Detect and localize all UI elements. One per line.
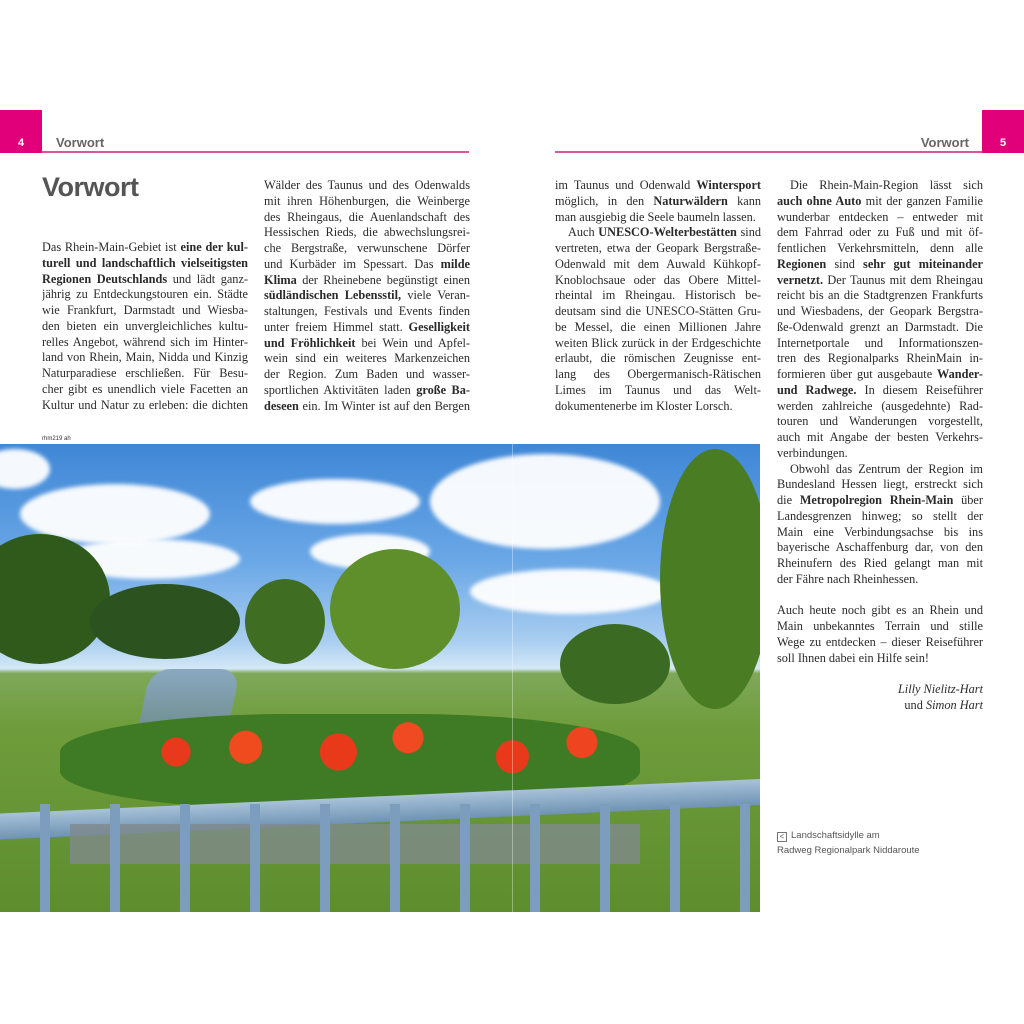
text-line: [777, 336, 983, 352]
text-line: [264, 399, 470, 415]
body-text: erlaubt, die römischen Zeugnisse ent-: [555, 351, 761, 366]
text-line: [264, 367, 470, 383]
text-line: [777, 446, 983, 462]
body-text: wein sind ein weiteres Markenzeichen: [264, 351, 470, 366]
photo-caption: [777, 828, 920, 858]
text-line: [264, 383, 470, 399]
text-line: [264, 351, 470, 367]
text-line: [777, 525, 983, 541]
body-text: fentlichen Verkehrsmitteln, denn alle: [777, 241, 983, 255]
text-line: [42, 350, 248, 366]
text-line: [777, 477, 983, 493]
body-text: Main eine Verbindungsachse bis ins: [777, 524, 983, 539]
text-line: [777, 225, 983, 241]
body-text: sind: [826, 256, 864, 271]
body-text: relles Angebot, während sich im Hinter-: [42, 334, 248, 349]
text-column-3: [555, 178, 761, 414]
text-line: [777, 178, 983, 194]
body-text: touren und Wanderungen vorgestellt,: [777, 414, 983, 429]
bold-text: und Fröhlichkeit: [264, 335, 356, 350]
body-text: und Kurbäder im Spessart. Das: [264, 256, 441, 271]
text-line: [555, 383, 761, 399]
bold-text: Naturwäldern: [653, 193, 728, 208]
text-line: [777, 194, 983, 210]
text-line: [264, 336, 470, 352]
text-line: [777, 288, 983, 304]
body-text: über: [953, 493, 983, 507]
header-rule-right: [555, 151, 982, 153]
running-head-right: Vorwort: [920, 135, 969, 150]
text-line: [777, 651, 983, 667]
author-name: Lilly Nielitz-Hart: [897, 682, 983, 696]
body-text: kann: [727, 193, 761, 208]
body-text: im Taunus und Odenwald: [555, 178, 697, 192]
caption-line-1: Landschaftsidylle am: [791, 830, 880, 841]
text-line: [264, 210, 470, 226]
body-text: die: [777, 493, 800, 507]
text-line: [555, 210, 761, 226]
body-text: In diesem Reiseführer: [856, 382, 983, 397]
body-text: dokumentenerbe im Kloster Lorsch.: [555, 398, 733, 413]
body-text: und Wiesbadens, der Geopark Bergstra-: [777, 304, 983, 318]
text-line: [555, 225, 761, 241]
author-name: Simon Hart: [925, 697, 983, 712]
text-line: [264, 304, 470, 320]
body-text: formieren über gut ausgebaute: [777, 367, 937, 381]
bold-text: vernetzt.: [777, 272, 824, 287]
text-line: [264, 225, 470, 241]
text-line: [42, 303, 248, 319]
bold-text: sehr gut miteinander: [863, 256, 983, 271]
arrow-left-icon: <: [777, 832, 787, 842]
text-line: [777, 603, 983, 619]
text-line: [777, 509, 983, 525]
body-text: Landesgrenzen hinweg; so stellt der: [777, 508, 983, 523]
text-line: [777, 320, 983, 336]
text-line: [777, 462, 983, 478]
text-line: [264, 178, 470, 194]
text-line: [264, 273, 470, 289]
text-line: [777, 682, 983, 698]
text-line: [777, 210, 983, 226]
body-text: deutsam sind die UNESCO-Stätten Gru-: [555, 304, 761, 318]
text-column-4: [777, 178, 983, 714]
body-text: Auch heute noch gibt es an Rhein und: [777, 603, 983, 618]
body-text: bei Wein und Apfel-: [355, 335, 470, 350]
body-text: des Rheingaus, die Auenlandschaft des: [264, 209, 470, 224]
body-text: mit der ganzen Familie: [861, 193, 983, 208]
body-text: den bieten ein unvergleichliches kultu-: [42, 318, 248, 333]
text-line: [555, 320, 761, 336]
text-line: [555, 351, 761, 367]
text-line: [555, 399, 761, 415]
text-line: [777, 304, 983, 320]
text-line: [777, 273, 983, 289]
body-text: dem Fahrrad oder zu Fuß und mit öf-: [777, 225, 983, 240]
body-text: land von Rhein, Main, Nidda und Kinzig: [42, 350, 248, 365]
body-text: Internetportale und Informationszen-: [777, 335, 983, 350]
text-line: [777, 666, 983, 682]
text-column-2: [264, 178, 470, 414]
body-text: ein. Im Winter ist auf den Bergen: [298, 398, 470, 413]
text-line: [555, 178, 761, 194]
text-line: [555, 257, 761, 273]
bold-text: eine der kul-: [180, 240, 248, 254]
body-text: cher gibt es unendlich viele Facetten an: [42, 381, 248, 396]
body-text: möglich, in den: [555, 193, 654, 208]
body-text: lang des Obergermanisch-Rätischen: [555, 367, 761, 381]
bold-text: Regionen Deutschlands: [42, 271, 168, 286]
body-text: unter freiem Himmel statt.: [264, 319, 409, 334]
text-line: [555, 273, 761, 289]
body-text: Main unbekanntes Terrain und stille: [777, 619, 983, 633]
text-line: [264, 288, 470, 304]
body-text: Auch: [568, 225, 599, 240]
body-text: sind: [736, 225, 761, 240]
text-line: [777, 414, 983, 430]
text-line: [777, 399, 983, 415]
bold-text: Wander-: [937, 367, 983, 381]
bold-text: deseen: [264, 398, 299, 413]
bold-text: UNESCO-Welterbestätten: [598, 225, 737, 240]
text-column-1: [42, 240, 248, 413]
text-line: [42, 272, 248, 288]
text-line: [777, 540, 983, 556]
page-number-right: 5: [982, 110, 1024, 153]
text-line: [777, 257, 983, 273]
body-text: Die Rhein-Main-Region lässt sich: [790, 178, 983, 192]
body-text: Limes im Taunus und das Welt-: [555, 382, 761, 397]
body-text: bayerische Aschaffenburg dar, von den: [777, 540, 983, 555]
body-text: man ausgiebig die Seele baumeln lassen.: [555, 209, 756, 224]
running-head-left: Vorwort: [56, 135, 105, 150]
bold-text: und Radwege.: [777, 382, 857, 397]
body-text: tren des Regionalparks RheinMain in-: [777, 351, 983, 366]
page-gutter: [512, 444, 513, 912]
text-line: [264, 320, 470, 336]
text-line: [777, 588, 983, 604]
body-text: und lädt ganz-: [167, 271, 248, 286]
body-text: und: [904, 697, 926, 712]
text-line: [777, 572, 983, 588]
text-line: [42, 366, 248, 382]
text-line: [777, 367, 983, 383]
page-number-left: 4: [0, 110, 42, 153]
body-text: der Fähre nach Rheinhessen.: [777, 571, 919, 586]
text-line: [777, 698, 983, 714]
text-line: [777, 241, 983, 257]
body-text: Wege zu entdecken – dieser Reiseführer: [777, 634, 983, 649]
text-line: [42, 319, 248, 335]
body-text: weiten Blick zurück in der Erdgeschichte: [555, 335, 761, 350]
text-line: [42, 287, 248, 303]
body-text: Der Taunus mit dem Rheingau: [823, 272, 983, 287]
text-line: [777, 556, 983, 572]
text-line: [555, 336, 761, 352]
caption-line-2: Radweg Regionalpark Niddaroute: [777, 845, 920, 856]
body-text: verbindungen.: [777, 445, 848, 460]
bold-text: große Ba-: [416, 382, 470, 397]
text-line: [555, 367, 761, 383]
text-line: [42, 240, 248, 256]
body-text: der Region. Zum Baden und wasser-: [264, 367, 470, 381]
landscape-photo: [0, 444, 760, 912]
chapter-title: Vorwort: [42, 172, 139, 202]
body-text: ße-Odenwald grenzt an Darmstadt. Die: [777, 319, 983, 334]
body-text: Wälder des Taunus und des Odenwalds: [264, 178, 470, 192]
photo-credit: rhm219 ah: [42, 436, 71, 442]
body-text: che Bergstraße, verwunschene Dörfer: [264, 241, 470, 255]
body-text: der Rheinebene begünstigt einen: [296, 272, 470, 287]
text-line: [42, 398, 248, 414]
bold-text: auch ohne Auto: [777, 193, 862, 208]
body-text: Odenwald mit dem Auwald Kühkopf-: [555, 256, 761, 271]
text-line: [42, 256, 248, 272]
text-line: [555, 194, 761, 210]
bold-text: Metropolregion Rhein-Main: [799, 493, 954, 507]
bold-text: Geselligkeit: [408, 319, 470, 334]
body-text: mit ihren Höhenburgen, die Weinberge: [264, 193, 470, 208]
body-text: wie Frankfurt, Darmstadt und Wiesba-: [42, 303, 248, 317]
bold-text: Regionen: [777, 256, 827, 271]
body-text: jährig zu Entdeckungstouren ein. Städte: [42, 287, 248, 302]
text-line: [777, 383, 983, 399]
body-text: soll Ihnen dabei ein Hilfe sein!: [777, 650, 929, 665]
body-text: Hessischen Rieds, die abwechslungsrei-: [264, 225, 470, 240]
body-text: werden zahlreiche (ausgedehnte) Rad-: [777, 398, 983, 413]
text-line: [555, 241, 761, 257]
body-text: wunderbar entdecken – entweder mit: [777, 209, 983, 224]
bold-text: südländischen Lebensstil,: [264, 288, 402, 303]
body-text: Knoblochsaue oder das Obere Mittel-: [555, 272, 761, 287]
body-text: vertreten, etwa der Geopark Bergstraße-: [555, 241, 761, 255]
body-text: be Messel, die einen Millionen Jahre: [555, 319, 761, 334]
text-line: [777, 493, 983, 509]
body-text: Obwohl das Zentrum der Region im: [790, 461, 983, 476]
body-text: reicht bis an die Stadtgrenzen Frankfurts: [777, 288, 983, 303]
body-text: viele Veran-: [401, 288, 470, 303]
text-line: [42, 382, 248, 398]
text-line: [777, 619, 983, 635]
text-line: [777, 635, 983, 651]
text-line: [555, 304, 761, 320]
text-line: [264, 257, 470, 273]
body-text: Naturparadiese erschließen. Für Besu-: [42, 366, 248, 380]
body-text: Rheinufern des Ried gelangt man mit: [777, 556, 983, 570]
text-line: [42, 335, 248, 351]
text-line: [264, 241, 470, 257]
body-text: staltungen, Festivals und Events finden: [264, 304, 470, 318]
bold-text: milde: [440, 256, 470, 271]
text-line: [777, 351, 983, 367]
body-text: Das Rhein-Main-Gebiet ist: [42, 240, 181, 254]
text-line: [555, 288, 761, 304]
body-text: sportlichen Aktivitäten laden: [264, 382, 417, 397]
body-text: Kultur und Natur zu erleben: die dichten: [42, 397, 248, 412]
text-line: [264, 194, 470, 210]
body-text: Bundesland Hessen liegt, erstreckt sich: [777, 477, 983, 492]
bold-text: Wintersport: [696, 178, 761, 192]
body-text: auch mit Angabe der besten Verkehrs-: [777, 430, 983, 444]
text-line: [777, 430, 983, 446]
bold-text: Klima: [264, 272, 297, 287]
bold-text: turell und landschaftlich vielseitigsten: [42, 255, 248, 270]
header-rule-left: [42, 151, 469, 153]
body-text: rheintal im Rheingau. Historisch be-: [555, 288, 761, 303]
